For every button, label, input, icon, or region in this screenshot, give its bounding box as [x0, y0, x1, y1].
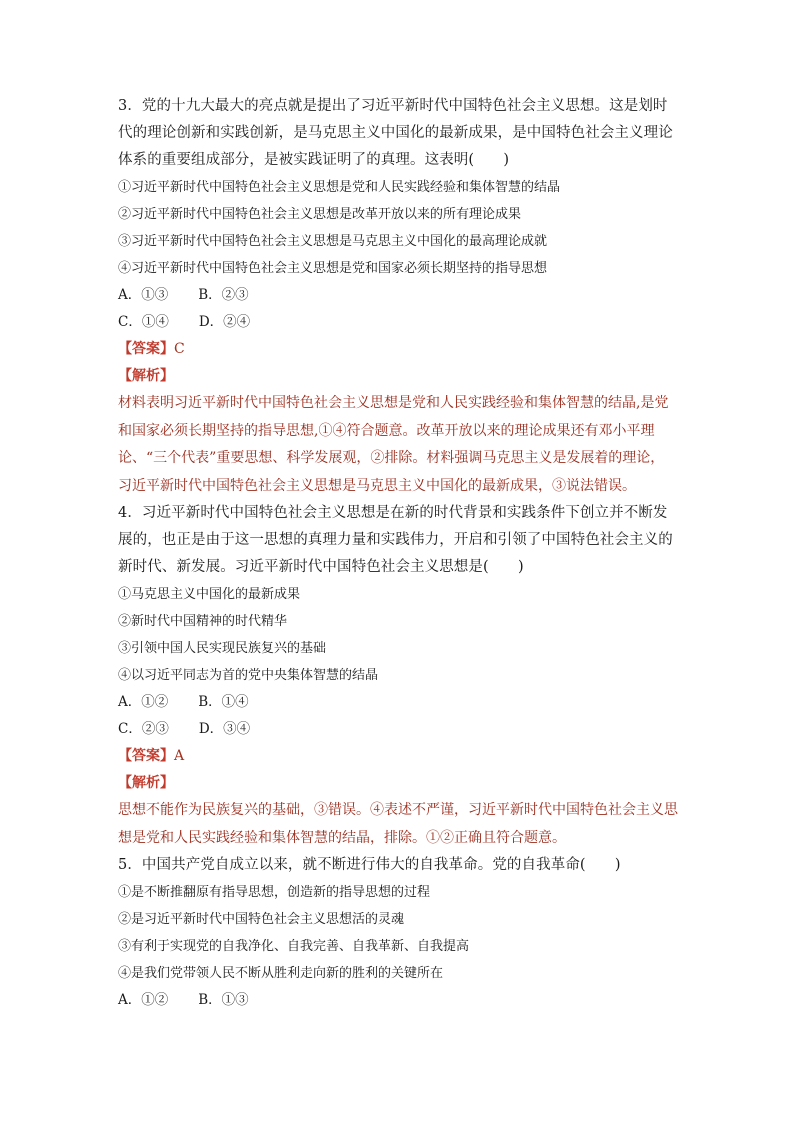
option-2: ②是习近平新时代中国特色社会主义思想活的灵魂 [118, 912, 405, 927]
analysis-text: 思想不能作为民族复兴的基础，③错误。④表述不严谨，习近平新时代中国特色社会主义思想是党和人民实践经验和集体智慧的结晶，排除。①②正确且符合题意。 [118, 802, 678, 846]
choice-a: A．①③ [118, 287, 169, 303]
option-1: ①是不断推翻原有指导思想，创造新的指导思想的过程 [118, 885, 431, 900]
choice-row [118, 309, 678, 336]
question-stem: 3．党的十九大最大的亮点就是提出了习近平新时代中国特色社会主义思想。这是划时代的理论创新和实践创新，是马克思主义中国化的最新成果，是中国特色社会主义理论体系的重要组成部分，是被实践证明了的真理。这表明( ) [118, 98, 673, 168]
choice-c: C．①④ [118, 314, 169, 330]
option-3: ③有利于实现党的自我净化、自我完善、自我革新、自我提高 [118, 939, 470, 954]
option-3: ③引领中国人民实现民族复兴的基础 [118, 641, 327, 656]
choice-d: D．②④ [198, 314, 251, 330]
option-1: ①马克思主义中国化的最新成果 [118, 587, 301, 602]
choice-row [118, 987, 678, 1014]
analysis-text: 材料表明习近平新时代中国特色社会主义思想是党和人民实践经验和集体智慧的结晶,是党和国家必须长期坚持的指导思想,①④符合题意。改革开放以来的理论成果还有邓小平理论、“三个代表”重要思想、科学发展观，②排除。材料强调马克思主义是发展着的理论，习近平新时代中国特色社会主义思想是马克思主义中国化的最新成果，③说法错误。 [118, 395, 669, 494]
choice-row [118, 716, 678, 743]
answer-line [118, 743, 678, 770]
option-4: ④是我们党带领人民不断从胜利走向新的胜利的关键所在 [118, 966, 444, 981]
choice-c: C．②③ [118, 721, 169, 737]
answer-label: 【答案】 [118, 341, 174, 357]
answer-value: C [174, 341, 185, 357]
analysis-label: 【解析】 [118, 368, 174, 384]
choice-b: B．②③ [198, 287, 249, 303]
analysis-heading [118, 363, 678, 390]
choice-row [118, 282, 678, 309]
option-4: ④以习近平同志为首的党中央集体智慧的结晶 [118, 668, 379, 683]
option-3: ③习近平新时代中国特色社会主义思想是马克思主义中国化的最高理论成就 [118, 234, 548, 249]
option-1: ①习近平新时代中国特色社会主义思想是党和人民实践经验和集体智慧的结晶 [118, 180, 561, 195]
question-3 [118, 93, 678, 500]
choice-a: A．①② [118, 992, 169, 1008]
analysis-heading [118, 770, 678, 797]
question-4 [118, 500, 678, 852]
answer-label: 【答案】 [118, 748, 174, 764]
option-4: ④习近平新时代中国特色社会主义思想是党和国家必须长期坚持的指导思想 [118, 261, 548, 276]
document-page [118, 93, 678, 1014]
option-2: ②新时代中国精神的时代精华 [118, 614, 288, 629]
answer-line [118, 336, 678, 363]
option-2: ②习近平新时代中国特色社会主义思想是改革开放以来的所有理论成果 [118, 207, 522, 222]
choice-d: D．③④ [198, 721, 251, 737]
choice-row [118, 689, 678, 716]
choice-b: B．①③ [198, 992, 249, 1008]
analysis-label: 【解析】 [118, 775, 174, 791]
choice-b: B．①④ [198, 694, 249, 710]
question-5 [118, 852, 678, 1014]
answer-value: A [174, 748, 185, 764]
question-stem: 4．习近平新时代中国特色社会主义思想是在新的时代背景和实践条件下创立并不断发展的，也正是由于这一思想的真理力量和实践伟力，开启和引领了中国特色社会主义的新时代、新发展。习近平新时代中国特色社会主义思想是( ) [118, 505, 673, 575]
choice-a: A．①② [118, 694, 169, 710]
question-stem: 5．中国共产党自成立以来，就不断进行伟大的自我革命。党的自我革命( ) [118, 857, 621, 873]
